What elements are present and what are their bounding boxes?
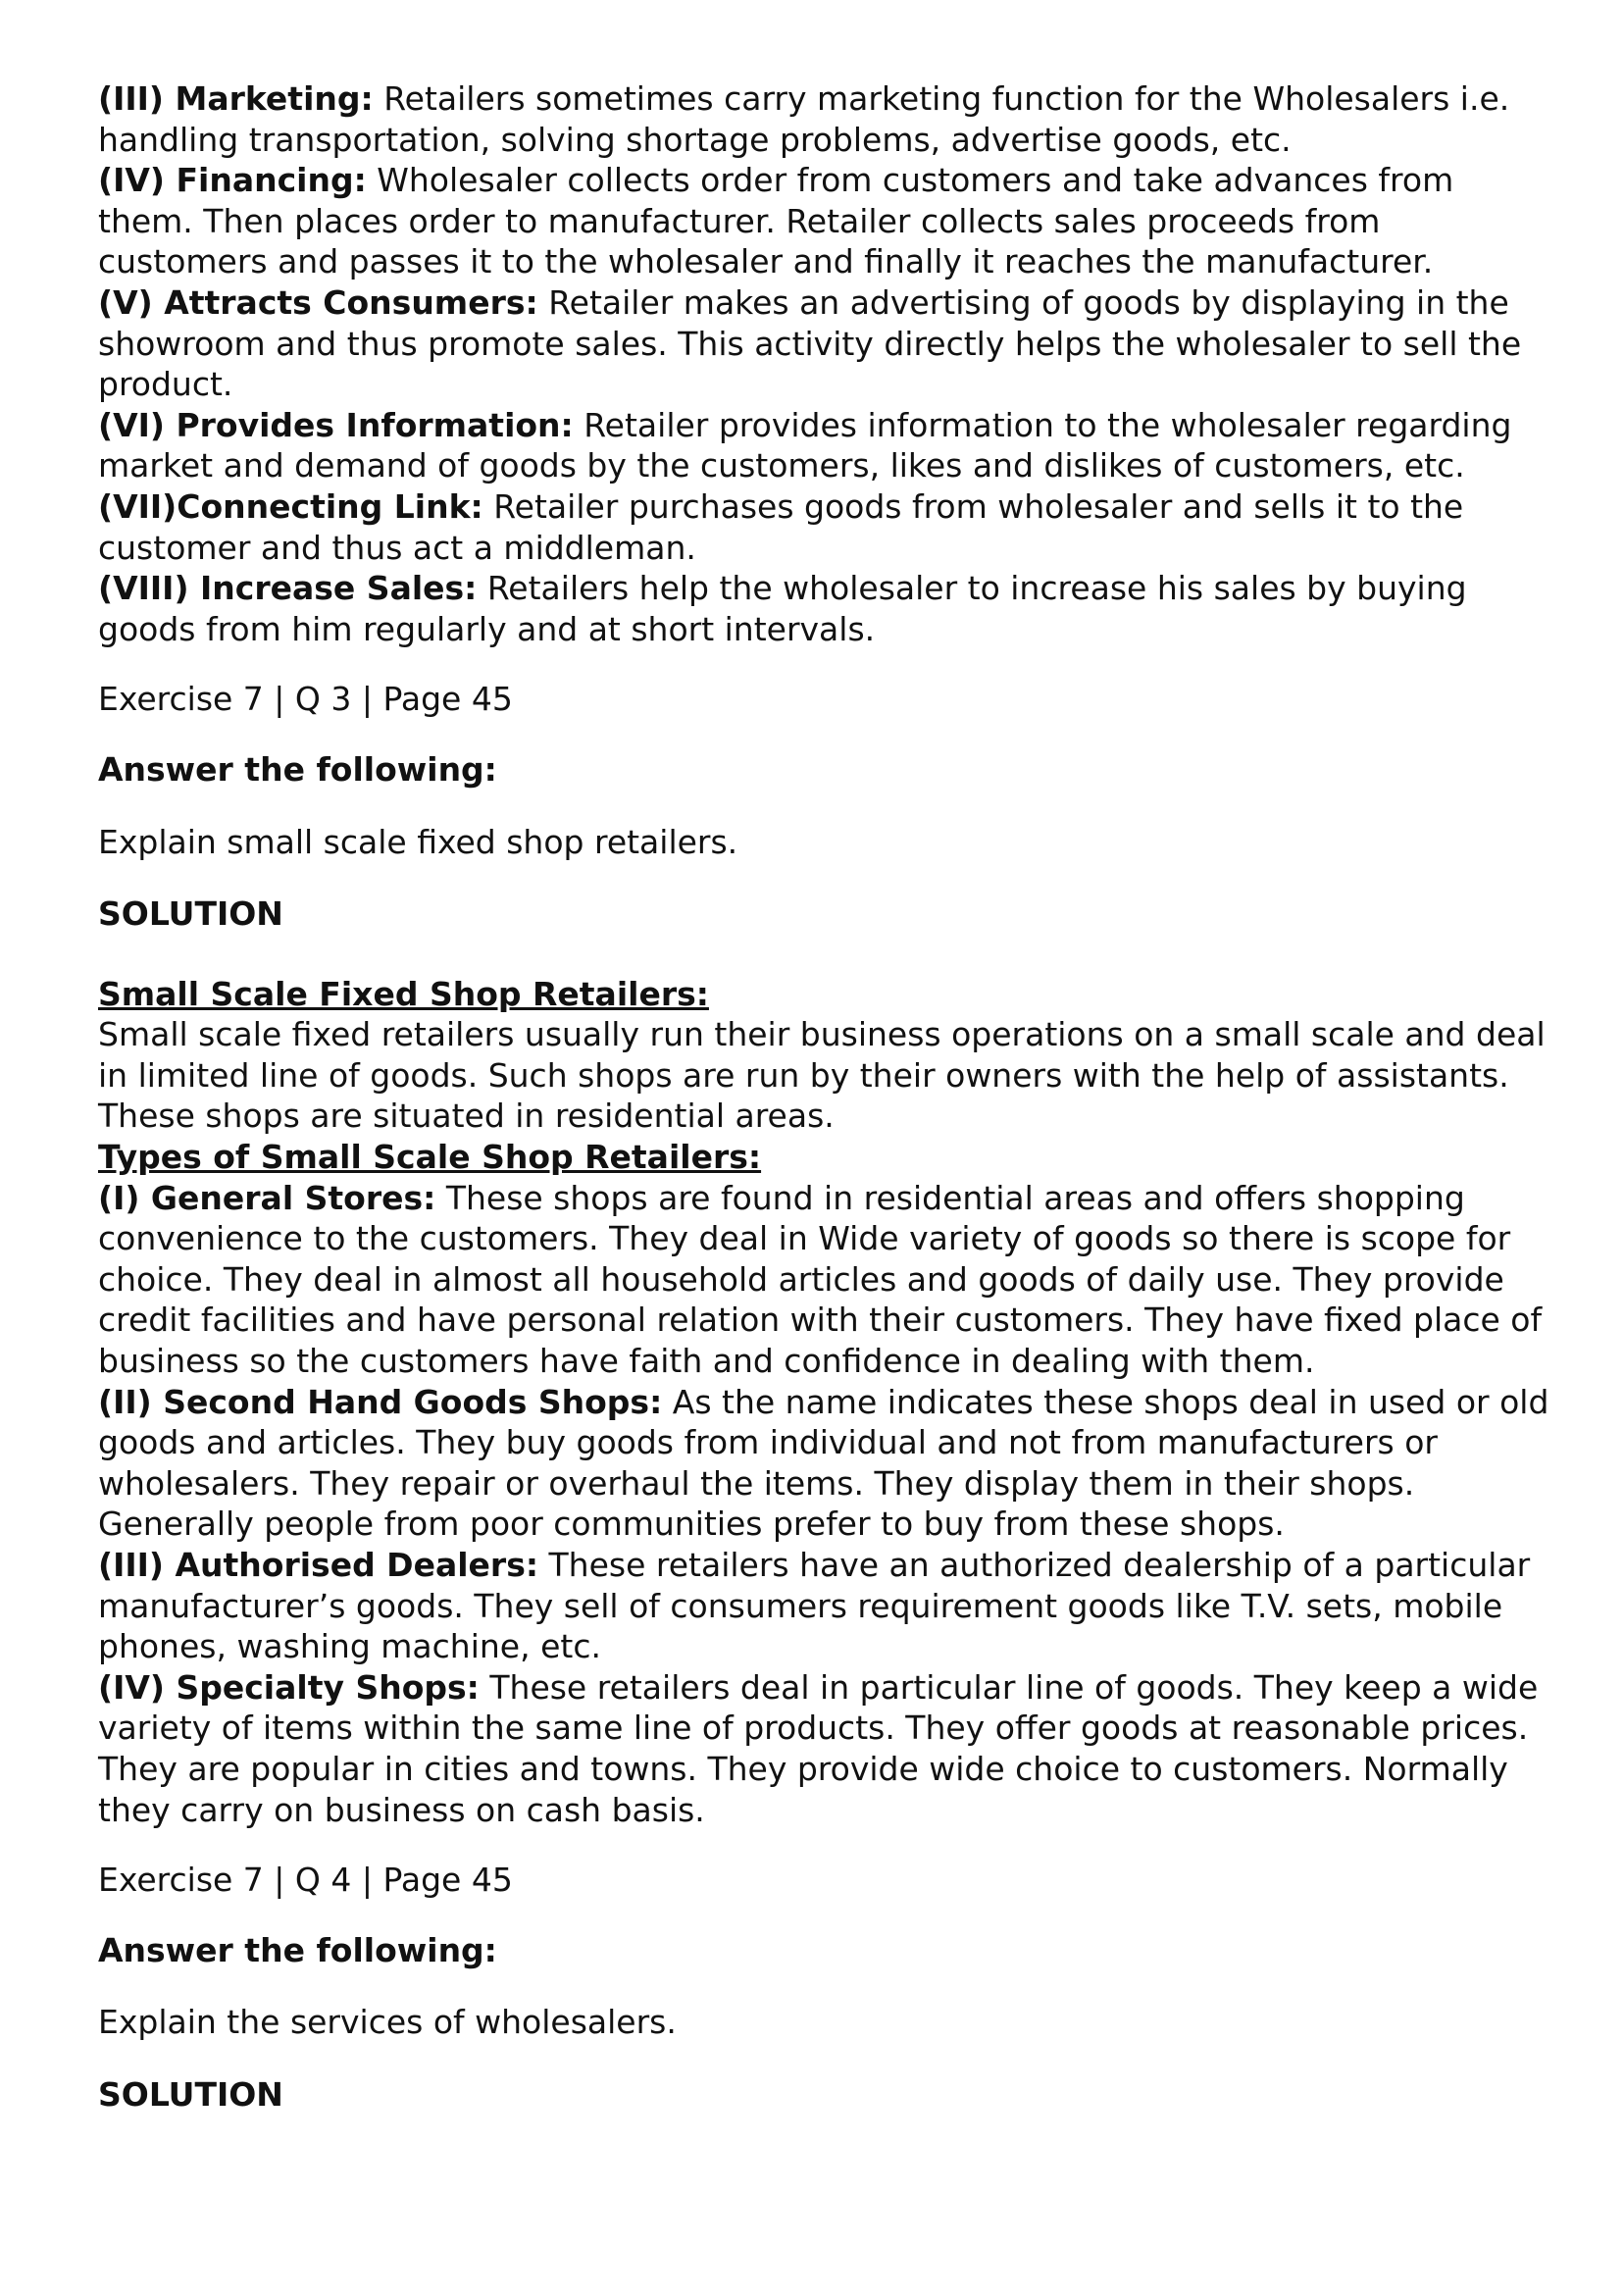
item-text: Retailer provides information to the wholesaler regarding market and demand of goods by the customers, likes and dislikes of customers, etc. — [98, 405, 1512, 485]
item-text: Retailers help the wholesaler to increase his sales by buying goods from him regularly and at short intervals. — [98, 569, 1467, 648]
subsection-heading: Types of Small Scale Shop Retailers: — [98, 1138, 762, 1177]
list-item — [98, 1545, 1549, 1667]
item-term: (III) Authorised Dealers: — [98, 1546, 539, 1584]
document-page — [98, 78, 1549, 2116]
list-item — [98, 78, 1549, 160]
question-reference: Exercise 7 | Q 4 | Page 45 — [98, 1861, 513, 1900]
list-item — [98, 282, 1549, 405]
question-text: Explain small scale fixed shop retailers. — [98, 822, 738, 861]
section-intro: Small scale fixed retailers usually run their business operations on a small scale and deal in limited line of goods. Such shops are run by their owners with the help of assistants. These shops are situated in residential areas. — [98, 1015, 1546, 1136]
item-term: (VII)Connecting Link: — [98, 486, 483, 526]
section-heading: Small Scale Fixed Shop Retailers: — [98, 974, 709, 1013]
list-item — [98, 1667, 1549, 1830]
list-item — [98, 486, 1549, 568]
solution-label: SOLUTION — [98, 2074, 283, 2114]
list-item — [98, 1178, 1549, 1382]
retailer-services-list — [98, 78, 1549, 649]
item-text: Wholesaler collects order from customers and take advances from them. Then places order to manufacturer. Retailer collects sales proceeds from customers and passes it to the wholesaler and finally it reaches the manufacturer. — [98, 161, 1454, 281]
item-term: (VI) Provides Information: — [98, 405, 574, 444]
item-text: Retailer makes an advertising of goods by displaying in the showroom and thus promote sales. This activity directly helps the wholesaler to sell the product. — [98, 282, 1522, 404]
question-instruction: Answer the following: — [98, 1930, 497, 1969]
list-item — [98, 568, 1549, 649]
item-term: (II) Second Hand Goods Shops: — [98, 1382, 663, 1421]
item-term: (IV) Financing: — [98, 161, 367, 200]
item-term: (I) General Stores: — [98, 1178, 436, 1217]
list-item — [98, 405, 1549, 486]
question-reference: Exercise 7 | Q 3 | Page 45 — [98, 680, 513, 719]
list-item — [98, 160, 1549, 282]
item-term: (V) Attracts Consumers: — [98, 282, 538, 322]
item-term: (VIII) Increase Sales: — [98, 569, 478, 608]
item-term: (IV) Specialty Shops: — [98, 1667, 480, 1707]
solution-label: SOLUTION — [98, 894, 283, 934]
item-text: These retailers have an authorized dealership of a particular manufacturer’s goods. They sell of consumers requirement goods like T.V. sets, mobile phones, washing machine, etc. — [98, 1546, 1531, 1666]
item-text: As the name indicates these shops deal in used or old goods and articles. They buy goods from individual and not from manufacturers or wholesalers. They repair or overhaul the items. They display them in their shops. Generally people from poor communities prefer to buy from these shops. — [98, 1382, 1549, 1544]
item-text: Retailers sometimes carry marketing function for the Wholesalers i.e. handling transportation, solving shortage problems, advertise goods, etc. — [98, 79, 1510, 159]
item-text: These retailers deal in particular line of goods. They keep a wide variety of items within the same line of products. They offer goods at reasonable prices. They are popular in cities and towns. They provide wide choice to customers. Normally they carry on business on cash basis. — [98, 1667, 1539, 1829]
item-term: (III) Marketing: — [98, 79, 374, 118]
item-text: These shops are found in residential areas and offers shopping convenience to the customers. They deal in Wide variety of goods so there is scope for choice. They deal in almost all household articles and goods of daily use. They provide credit facilities and have personal relation with their customers. They have fixed place of business so the customers have faith and confidence in dealing with them. — [98, 1178, 1543, 1381]
retailer-types-list — [98, 1178, 1549, 1831]
item-text: Retailer purchases goods from wholesaler and sells it to the customer and thus act a middleman. — [98, 486, 1464, 567]
question-text: Explain the services of wholesalers. — [98, 2003, 677, 2042]
question-instruction: Answer the following: — [98, 749, 497, 789]
list-item — [98, 1382, 1549, 1545]
